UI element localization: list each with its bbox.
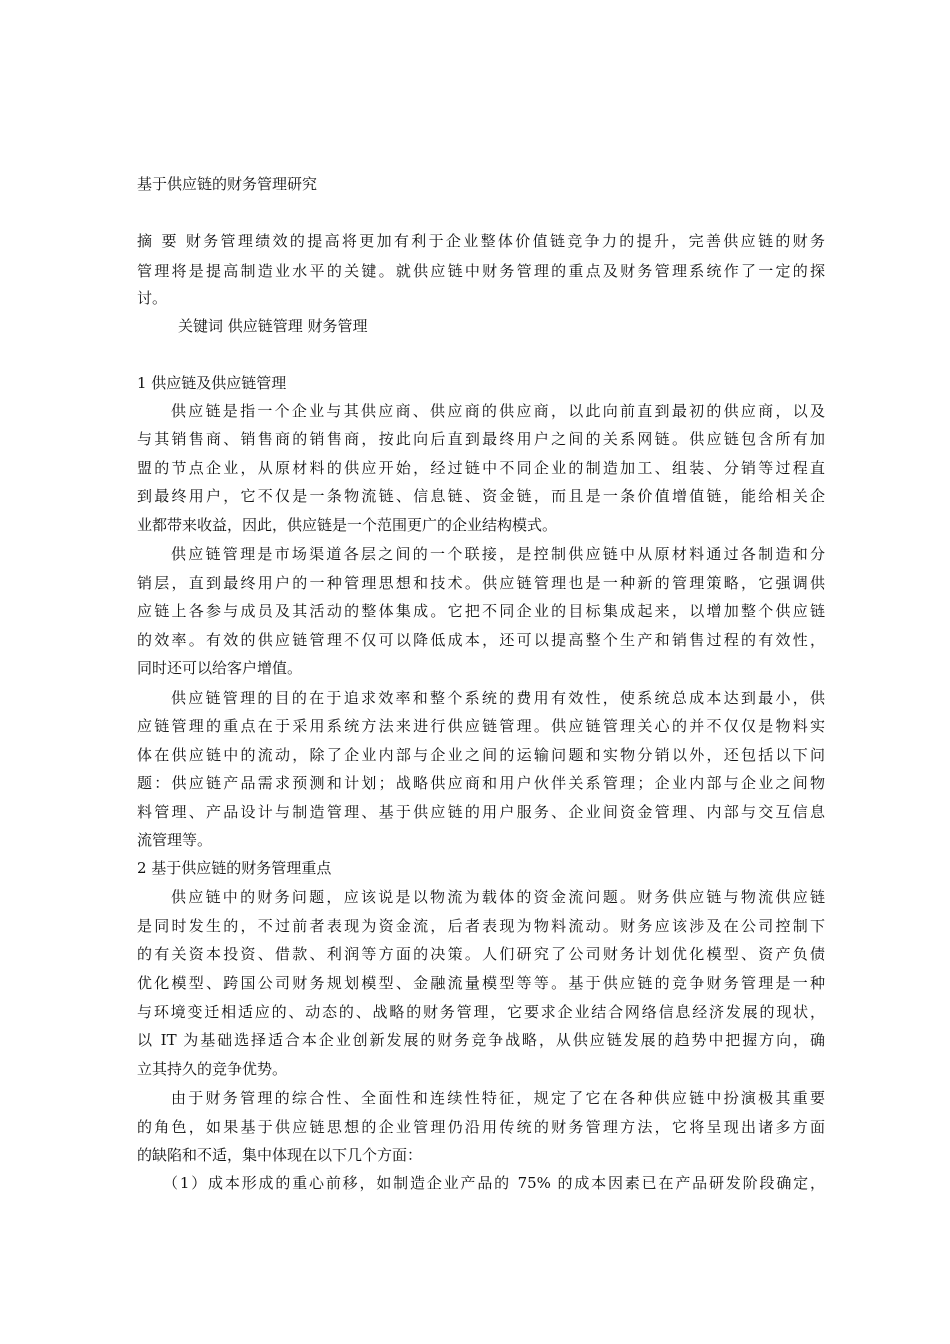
paragraph-line: 料管理、产品设计与制造管理、基于供应链的用户服务、企业间资金管理、内部与交互信息 (137, 803, 825, 821)
paragraph-line: 盟的节点企业，从原材料的供应开始，经过链中不同企业的制造加工、组装、分销等过程直 (137, 459, 825, 477)
abstract-line: 摘 要 财务管理绩效的提高将更加有利于企业整体价值链竞争力的提升，完善供应链的财务 (137, 232, 825, 250)
paragraph-line: 立其持久的竞争优势。 (137, 1060, 288, 1078)
abstract-line: 讨。 (137, 289, 168, 307)
paragraph-line: 供应链中的财务问题，应该说是以物流为载体的资金流问题。财务供应链与物流供应链 (171, 888, 825, 906)
paragraph-line: 供应链管理是市场渠道各层之间的一个联接，是控制供应链中从原材料通过各制造和分 (171, 545, 825, 563)
paragraph-line: 题：供应链产品需求预测和计划；战略供应商和用户伙伴关系管理；企业内部与企业之间物 (137, 774, 825, 792)
section-heading-2: 2 基于供应链的财务管理重点 (137, 859, 332, 877)
paragraph-line: 以 IT 为基础选择适合本企业创新发展的财务竞争战略，从供应链发展的趋势中把握方向，确 (137, 1031, 825, 1049)
document-title: 基于供应链的财务管理研究 (137, 175, 318, 193)
paragraph-line: 流管理等。 (137, 831, 213, 849)
paragraph-line: 供应链管理的目的在于追求效率和整个系统的费用有效性，使系统总成本达到最小，供 (171, 689, 825, 707)
paragraph-line: 销层，直到最终用户的一种管理思想和技术。供应链管理也是一种新的管理策略，它强调供 (137, 574, 825, 592)
paragraph-line: 到最终用户，它不仅是一条物流链、信息链、资金链，而且是一条价值增值链，能给相关企 (137, 487, 825, 505)
paragraph-line: 由于财务管理的综合性、全面性和连续性特征，规定了它在各种供应链中扮演极其重要 (171, 1089, 825, 1107)
paragraph-line: 是同时发生的，不过前者表现为资金流，后者表现为物料流动。财务应该涉及在公司控制下 (137, 917, 825, 935)
paragraph-line: 体在供应链中的流动，除了企业内部与企业之间的运输问题和实物分销以外，还包括以下问 (137, 746, 825, 764)
paragraph-line: 与其销售商、销售商的销售商，按此向后直到最终用户之间的关系网链。供应链包含所有加 (137, 430, 825, 448)
paragraph-line: 的效率。有效的供应链管理不仅可以降低成本，还可以提高整个生产和销售过程的有效性， (137, 631, 825, 649)
paragraph-line: 应链管理的重点在于采用系统方法来进行供应链管理。供应链管理关心的并不仅仅是物料实 (137, 717, 825, 735)
paragraph-line: 业都带来收益，因此，供应链是一个范围更广的企业结构模式。 (137, 516, 558, 534)
paragraph-line: （1）成本形成的重心前移，如制造企业产品的 75% 的成本因素已在产品研发阶段确定， (163, 1174, 825, 1192)
paragraph-line: 与环境变迁相适应的、动态的、战略的财务管理，它要求企业结合网络信息经济发展的现状， (137, 1003, 825, 1021)
paragraph-line: 同时还可以给客户增值。 (137, 659, 303, 677)
abstract-line: 管理将是提高制造业水平的关键。就供应链中财务管理的重点及财务管理系统作了一定的探 (137, 262, 825, 280)
paragraph-line: 的缺陷和不适，集中体现在以下几个方面： (137, 1146, 423, 1164)
paragraph-line: 应链上各参与成员及其活动的整体集成。它把不同企业的目标集成起来，以增加整个供应链 (137, 602, 825, 620)
paragraph-line: 的有关资本投资、借款、利润等方面的决策。人们研究了公司财务计划优化模型、资产负债 (137, 945, 825, 963)
keywords: 关键词 供应链管理 财务管理 (178, 317, 368, 335)
section-heading-1: 1 供应链及供应链管理 (137, 374, 287, 392)
paragraph-line: 供应链是指一个企业与其供应商、供应商的供应商，以此向前直到最初的供应商，以及 (171, 402, 825, 420)
paragraph-line: 的角色，如果基于供应链思想的企业管理仍沿用传统的财务管理方法，它将呈现出诸多方面 (137, 1118, 825, 1136)
paragraph-line: 优化模型、跨国公司财务规划模型、金融流量模型等等。基于供应链的竞争财务管理是一种 (137, 974, 825, 992)
